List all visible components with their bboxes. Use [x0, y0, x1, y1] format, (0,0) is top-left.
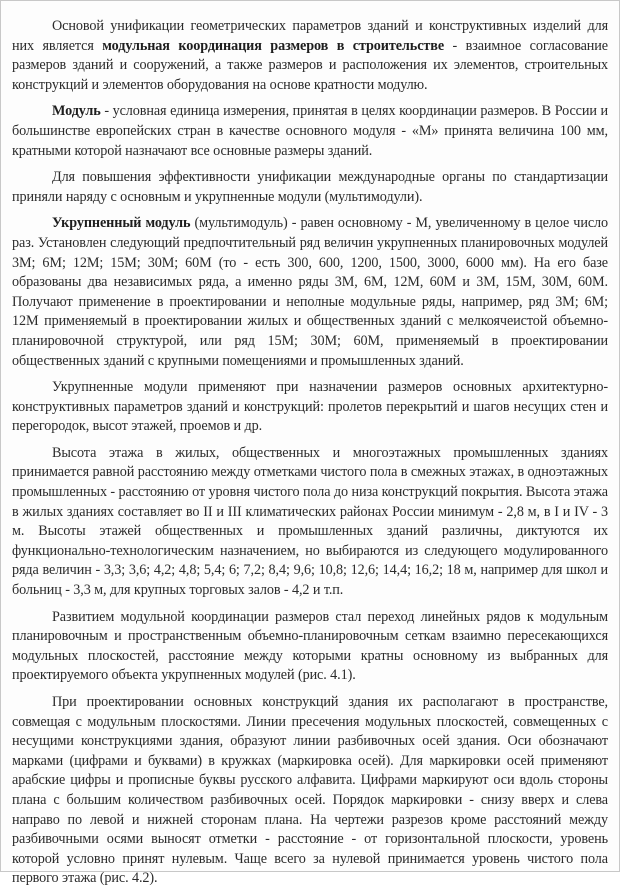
paragraph-module	[12, 102, 608, 161]
paragraph-text: Развитием модульной координации размеров стал переход линейных рядов к модульным планировочным и пространственным объемно-планировочным сеткам взаимно пересекающихся модульных плоскостей, расстояние между которыми кратны основному из выбранных для проектируемого объекта укрупненных модулей (рис. 4.1).	[12, 608, 608, 684]
term-module: Модуль	[52, 103, 101, 120]
term-modular-coordination: модульная координация размеров в строительстве	[102, 37, 445, 54]
paragraph-text: (мультимодуль) - равен основному - М, увеличенному в целое число раз. Установлен следующий предпочтительный ряд величин укрупненных планировочных модулей 3М; 6М; 12М; 15М; 30М; 60М (то - есть 300, 600, 1200, 1500, 3000, 6000 мм). На его базе образованы два независимых ряда, а именно ряды 3М, 6М, 12М, 60М и 3М, 15М, 30М, 60М. Получают применение в проектировании и неполные модульные ряды, например, ряд 3М; 6М; 12М применяемый в проектировании жилых и общественных зданий с мелкоячеистой объемно-планировочной структурой, или ряд 15М; 30М; 60М, применяемый в проектировании общественных зданий с крупными помещениями и промышленных зданий.	[12, 215, 608, 369]
paragraph-text: Для повышения эффективности унификации международные органы по стандартизации приняли наряду с основным и укрупненные модули (мультимодули).	[12, 169, 608, 205]
term-multimodule: Укрупненный модуль	[52, 215, 191, 232]
paragraph-text: Высота этажа в жилых, общественных и многоэтажных промышленных зданиях принимается равной расстоянию между отметками чистого пола в смежных этажах, в одноэтажных промышленных - расстоянию от уровня чистого пола до низа конструкций покрытия. Высота этажа в жилых зданиях составляет во II и III климатических районах России минимум - 2,8 м, в I и IV - 3 м. Высоты этажей общественных и промышленных зданий различны, диктуются их функционально-технологическим назначением, но выбираются из следующего модулированного ряда величин - 3,3; 3,6; 4,2; 4,8; 5,4; 6; 7,2; 8,4; 9,6; 10,8; 12,6; 14,4; 16,2; 18 м, например для школ и больниц - 3,3 м, для крупных торговых залов - 4,2 и т.п.	[12, 444, 608, 599]
paragraph-enlarged-modules-use	[12, 378, 608, 437]
paragraph-text: При проектировании основных конструкций здания их располагают в пространстве, совмещая с модульным плоскостями. Линии пресечения модульных плоскостей, совмещенных с несущими конструкциями здания, образуют линии разбивочных осей здания. Оси обозначают марками (цифрами и буквами) в кружках (маркировка осей). Для маркировки осей применяют арабские цифры и прописные буквы русского алфавита. Цифрами маркируют оси вдоль стороны плана с большим количеством разбивочных осей. Порядок маркировки - снизу вверх и слева направо по левой и нижней сторонам плана. На чертежи разрезов кроме расстояний между разбивочными осями выносят отметки - расстояние - от горизонтальной плоскости, уровень которой условно принят нулевым. Чаще всего за нулевой принимается уровень чистого пола первого этажа (рис. 4.2).	[12, 694, 608, 887]
paragraph-text: - условная единица измерения, принятая в целях координации размеров. В России и большинстве европейских стран в качестве основного модуля - «М» принята величина 100 мм, кратными которой назначают все основные размеры зданий.	[12, 103, 608, 159]
paragraph-modular-coordination	[12, 17, 608, 95]
paragraph-text: - взаимное согласование размеров зданий и сооружений, а также размеров и расположения их элементов, строительных конструкций и элементов оборудования на основе кратности модулю.	[12, 37, 608, 93]
paragraph-axes-marking	[12, 693, 608, 889]
paragraph-standardization	[12, 168, 608, 207]
paragraph-multimodule	[12, 214, 608, 371]
paragraph-floor-height	[12, 444, 608, 601]
paragraph-text: Укрупненные модули применяют при назначении размеров основных архитектурно-конструктивных параметров зданий и конструкций: пролетов перекрытий и шагов несущих стен и перегородок, высот этажей, проемов и др.	[12, 379, 608, 435]
paragraph-modular-grids	[12, 608, 608, 686]
paragraph-text: Основой унификации геометрических параметров зданий и конструктивных изделий для них является	[12, 18, 608, 54]
document-text	[12, 17, 608, 889]
